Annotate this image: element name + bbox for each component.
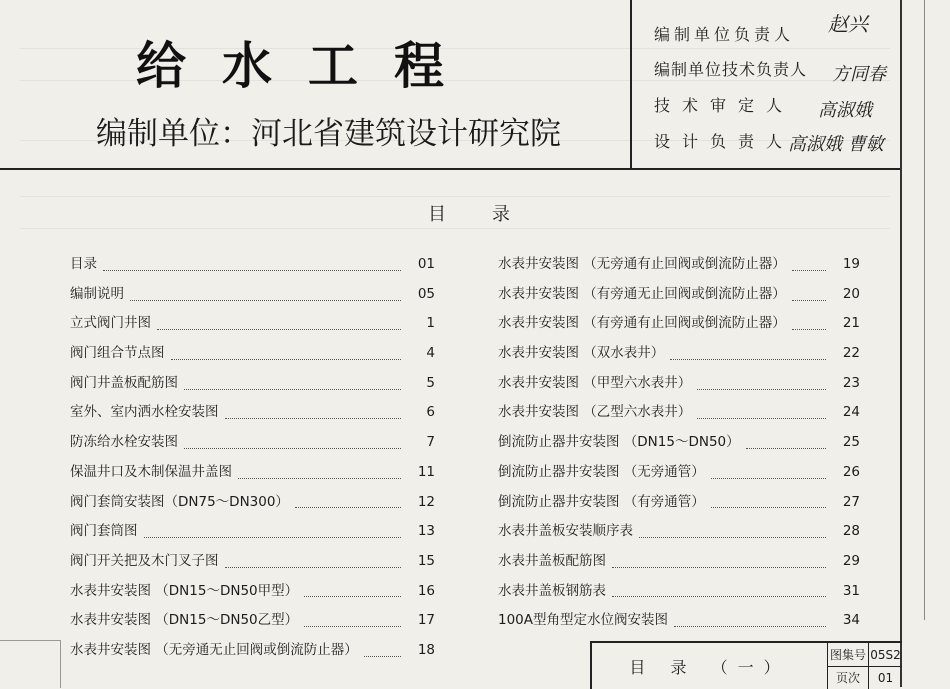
toc-right-column [498, 250, 860, 636]
toc-entry[interactable]: 水表井安装图 （双水表井） 22 [498, 345, 860, 362]
atlas-number-cell [828, 643, 902, 667]
toc-entry[interactable]: 编制说明 05 [70, 285, 435, 302]
edge-line [924, 0, 925, 620]
toc-entry[interactable]: 防冻给水栓安装图 7 [70, 434, 435, 451]
toc-entry[interactable]: 阀门井盖板配筋图 5 [70, 374, 435, 391]
page-number-label: 页次 [828, 666, 869, 689]
atlas-number-label: 图集号 [828, 643, 869, 666]
responsibility-row [654, 93, 794, 123]
toc-entry[interactable]: 室外、室内洒水栓安装图 6 [70, 404, 435, 421]
toc-entry[interactable]: 水表井盖板钢筋表 31 [498, 582, 860, 599]
toc-entry[interactable]: 倒流防止器井安装图 （有旁通管） 27 [498, 493, 860, 510]
toc-heading-char: 目 [428, 204, 446, 225]
toc-entry[interactable]: 倒流防止器井安装图 （DN15～DN50） 25 [498, 434, 860, 451]
toc-entry[interactable]: 阀门套筒安装图（DN75～DN300） 12 [70, 493, 435, 510]
title-block-title: 目 录 （一） [592, 643, 828, 689]
toc-entry[interactable]: 水表井安装图 （有旁通有止回阀或倒流防止器） 21 [498, 315, 860, 332]
toc-entry[interactable]: 水表井安装图 （无旁通无止回阀或倒流防止器） 18 [70, 641, 435, 658]
toc-entry[interactable]: 水表井安装图 （DN15～DN50乙型） 17 [70, 612, 435, 629]
responsibility-box [630, 0, 902, 170]
toc-entry[interactable]: 立式阀门井图 1 [70, 315, 435, 332]
responsibility-label: 设计负责人 [654, 132, 795, 151]
toc-entry[interactable]: 水表井安装图 （无旁通有止回阀或倒流防止器） 19 [498, 256, 860, 272]
toc-entry[interactable]: 水表井安装图 （有旁通无止回阀或倒流防止器） 20 [498, 285, 860, 302]
toc-entry[interactable]: 倒流防止器井安装图 （无旁通管） 26 [498, 463, 860, 480]
responsibility-label: 技术审定人 [654, 96, 795, 115]
signature: 高淑娥 [818, 100, 872, 121]
ghost-table-corner [0, 640, 61, 688]
toc-entry[interactable]: 水表井安装图 （甲型六水表井） 23 [498, 374, 860, 391]
atlas-number-value: 05S2 [870, 647, 901, 662]
signature: 赵兴 [828, 12, 868, 36]
toc-entry[interactable]: 100A型角型定水位阀安装图 34 [498, 612, 860, 629]
toc-entry[interactable]: 水表井盖板配筋图 29 [498, 552, 860, 569]
toc-entry[interactable]: 水表井安装图 （乙型六水表井） 24 [498, 404, 860, 421]
responsibility-label: 编制单位负责人 [654, 25, 795, 44]
organization-line: 编制单位：河北省建筑设计研究院 [96, 116, 561, 152]
toc-heading-char: 录 [492, 204, 510, 225]
page-title: 给水工程 [136, 37, 480, 95]
toc-entry[interactable]: 目录 01 [70, 256, 435, 272]
bleed-line [20, 196, 890, 197]
responsibility-row [654, 57, 807, 87]
toc-left-column [70, 250, 435, 666]
title-block [590, 641, 902, 689]
responsibility-label: 编制单位技术负责人 [654, 60, 808, 79]
toc-entry[interactable]: 水表井盖板安装顺序表 28 [498, 523, 860, 540]
page-number-cell [828, 666, 902, 689]
toc-entry[interactable]: 保温井口及木制保温井盖图 11 [70, 463, 435, 480]
edge-strip [900, 0, 950, 687]
toc-entry[interactable]: 阀门套筒图 13 [70, 523, 435, 540]
signature: 方同春 [832, 64, 886, 85]
header-divider [0, 168, 630, 170]
bleed-line [20, 228, 890, 229]
toc-heading [428, 200, 510, 226]
toc-entry[interactable]: 阀门组合节点图 4 [70, 345, 435, 362]
signature: 高淑娥 曹敏 [788, 134, 884, 155]
responsibility-row [654, 129, 794, 159]
page-number-value: 01 [877, 670, 894, 685]
toc-entry[interactable]: 阀门开关把及木门叉子图 15 [70, 552, 435, 569]
toc-entry[interactable]: 水表井安装图 （DN15～DN50甲型） 16 [70, 582, 435, 599]
responsibility-row [654, 22, 794, 52]
